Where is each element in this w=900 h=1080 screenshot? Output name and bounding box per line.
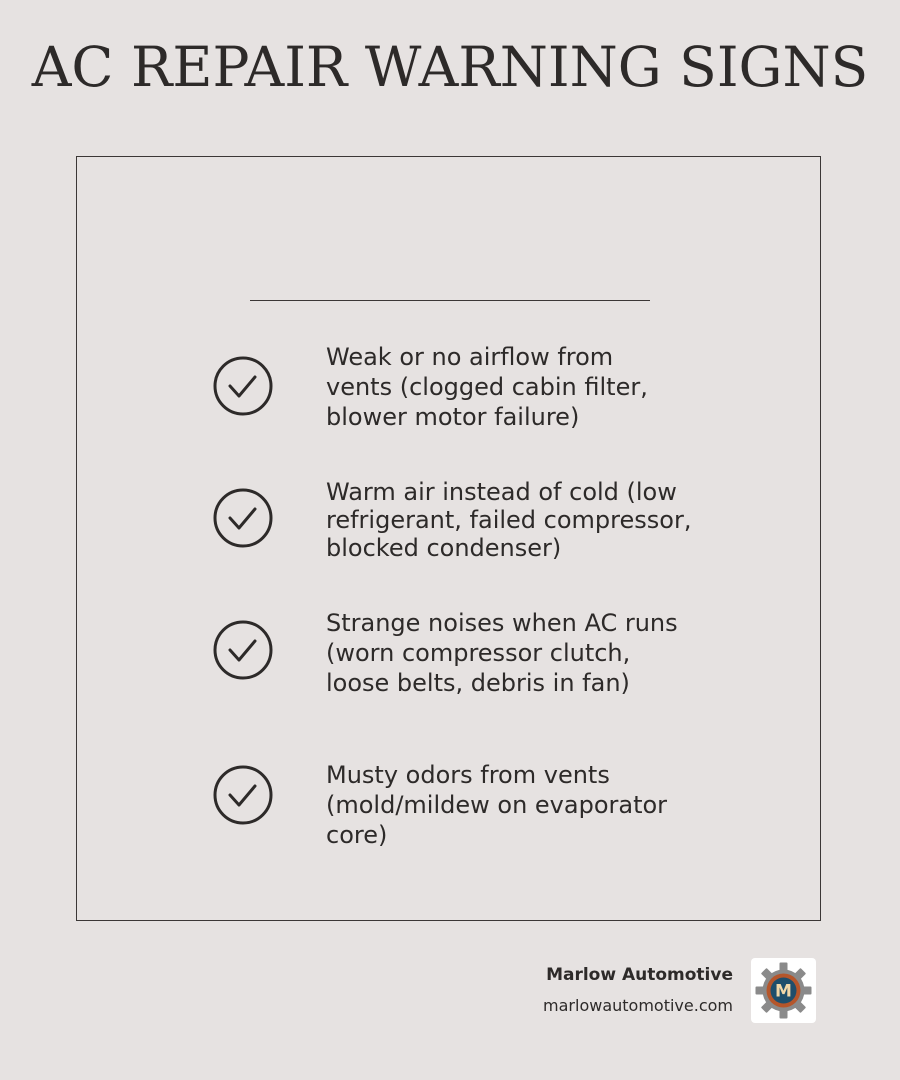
brand-website[interactable]: marlowautomotive.com: [543, 996, 733, 1015]
page-title: AC REPAIR WARNING SIGNS: [31, 35, 869, 99]
brand-name: Marlow Automotive: [546, 965, 733, 985]
list-item-text: Weak or no airflow from vents (clogged cabin filter, blower motor failure): [326, 343, 648, 431]
check-circle-icon: [213, 488, 273, 548]
gear-m-logo-icon: [751, 958, 816, 1023]
logo-letter: M: [775, 981, 792, 1002]
brand-logo: [751, 958, 816, 1023]
check-circle-icon: [213, 620, 273, 680]
check-circle-icon: [213, 356, 273, 416]
list-item-text: Musty odors from vents (mold/mildew on evaporator core): [326, 761, 668, 849]
list-item-text: Strange noises when AC runs (worn compressor clutch, loose belts, debris in fan): [326, 609, 678, 697]
check-circle-icon: [213, 765, 273, 825]
list-item-text: Warm air instead of cold (low refrigerant, failed compressor, blocked condenser): [326, 478, 692, 562]
divider-line: [250, 300, 650, 301]
